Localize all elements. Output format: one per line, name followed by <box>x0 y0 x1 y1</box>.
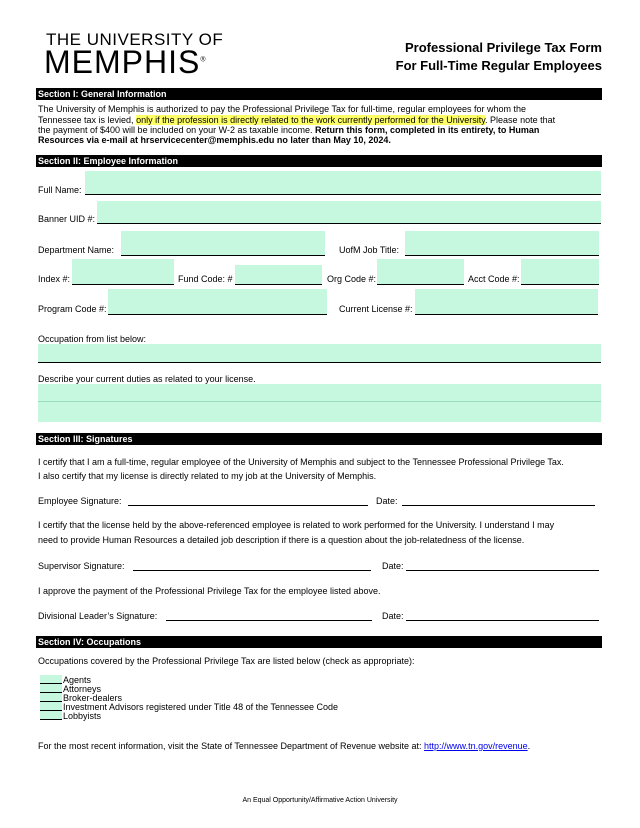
full-name-field[interactable] <box>85 171 601 195</box>
footer-eeo: An Equal Opportunity/Affirmative Action University <box>242 797 398 804</box>
index-field[interactable] <box>72 259 174 285</box>
duties-line <box>38 401 601 402</box>
license-field[interactable] <box>415 289 598 315</box>
employee-date-field[interactable] <box>402 505 595 506</box>
supervisor-date-label: Date: <box>382 561 404 571</box>
general-info-line2: Tennessee tax is levied, only if the profession is directly related to the work currently performed for the University. Please note that <box>38 115 556 125</box>
fund-code-label: Fund Code: # <box>178 274 233 284</box>
section1-header: Section I: General Information <box>36 88 602 100</box>
general-info-line1: The University of Memphis is authorized to pay the Professional Privilege Tax for full-time, regular employees for whom the <box>38 104 527 114</box>
supervisor-cert-line2: need to provide Human Resources a detailed job description if there is a question about the job-relatedness of the license. <box>38 535 525 545</box>
employee-signature-label: Employee Signature: <box>38 496 122 506</box>
department-field[interactable] <box>121 231 325 256</box>
approval-text: I approve the payment of the Professional Privilege Tax for the employee listed above. <box>38 586 381 596</box>
section4-header: Section IV: Occupations <box>36 636 602 648</box>
index-label: Index #: <box>38 274 71 284</box>
department-label: Department Name: <box>38 245 115 255</box>
employee-date-label: Date: <box>376 496 398 506</box>
form-title: Professional Privilege Tax Form <box>405 40 602 55</box>
banner-uid-field[interactable] <box>97 201 601 224</box>
divisional-signature-label: Divisional Leader’s Signature: <box>38 611 158 621</box>
revenue-info: For the most recent information, visit the State of Tennessee Department of Revenue website at: http://www.tn.gov/revenue. <box>38 741 531 751</box>
occupation-label: Occupation from list below: <box>38 334 147 344</box>
section2-header: Section II: Employee Information <box>36 155 602 167</box>
revenue-link[interactable]: http://www.tn.gov/revenue <box>424 741 528 751</box>
duties-field[interactable] <box>38 384 601 422</box>
occupation-field[interactable] <box>38 344 601 363</box>
form-subtitle: For Full-Time Regular Employees <box>395 58 602 73</box>
program-code-label: Program Code #: <box>38 304 107 314</box>
divisional-signature-field[interactable] <box>166 620 372 621</box>
supervisor-signature-label: Supervisor Signature: <box>38 561 125 571</box>
employee-signature-field[interactable] <box>128 505 368 506</box>
divisional-date-label: Date: <box>382 611 404 621</box>
employee-cert-line2: I also certify that my license is directly related to my job at the University of Memphis. <box>38 471 377 481</box>
supervisor-signature-field[interactable] <box>133 570 371 571</box>
broker-dealers-label: Broker-dealers <box>63 693 123 703</box>
org-code-field[interactable] <box>377 259 464 285</box>
divisional-date-field[interactable] <box>406 620 599 621</box>
job-title-label: UofM Job Title: <box>339 245 400 255</box>
university-logo-line2: MEMPHIS® <box>44 44 207 80</box>
acct-code-field[interactable] <box>521 259 599 285</box>
general-info-line3: the payment of $400 will be included on your W-2 as taxable income. Return this form, completed in its entirety, to Human <box>38 125 540 135</box>
investment-advisors-checkbox[interactable] <box>40 702 62 711</box>
supervisor-date-field[interactable] <box>406 570 599 571</box>
program-code-field[interactable] <box>108 289 327 315</box>
supervisor-cert-line1: I certify that the license held by the above-referenced employee is related to work performed for the University. I understand I may <box>38 520 555 530</box>
agents-label: Agents <box>63 675 92 685</box>
banner-uid-label: Banner UID #: <box>38 214 96 224</box>
university-logo-line1: THE UNIVERSITY OF <box>46 30 224 49</box>
general-info-line4: Resources via e-mail at hrservicecenter@memphis.edu no later than May 10, 2024. <box>38 135 391 145</box>
section3-header: Section III: Signatures <box>36 433 602 445</box>
fund-code-field[interactable] <box>235 265 322 285</box>
lobbyists-label: Lobbyists <box>63 711 102 721</box>
lobbyists-checkbox[interactable] <box>40 711 62 720</box>
occupations-intro: Occupations covered by the Professional Privilege Tax are listed below (check as appropriate): <box>38 656 415 666</box>
agents-checkbox[interactable] <box>40 675 62 684</box>
attorneys-checkbox[interactable] <box>40 684 62 693</box>
duties-label: Describe your current duties as related to your license. <box>38 374 256 384</box>
org-code-label: Org Code #: <box>327 274 377 284</box>
employee-cert-line1: I certify that I am a full-time, regular employee of the University of Memphis and subject to the Tennessee Professional Privilege Tax. <box>38 457 564 467</box>
attorneys-label: Attorneys <box>63 684 102 694</box>
full-name-label: Full Name: <box>38 185 82 195</box>
broker-dealers-checkbox[interactable] <box>40 693 62 702</box>
license-label: Current License #: <box>339 304 413 314</box>
job-title-field[interactable] <box>405 231 599 256</box>
acct-code-label: Acct Code #: <box>468 274 520 284</box>
investment-advisors-label: Investment Advisors registered under Title 48 of the Tennessee Code <box>63 702 338 712</box>
